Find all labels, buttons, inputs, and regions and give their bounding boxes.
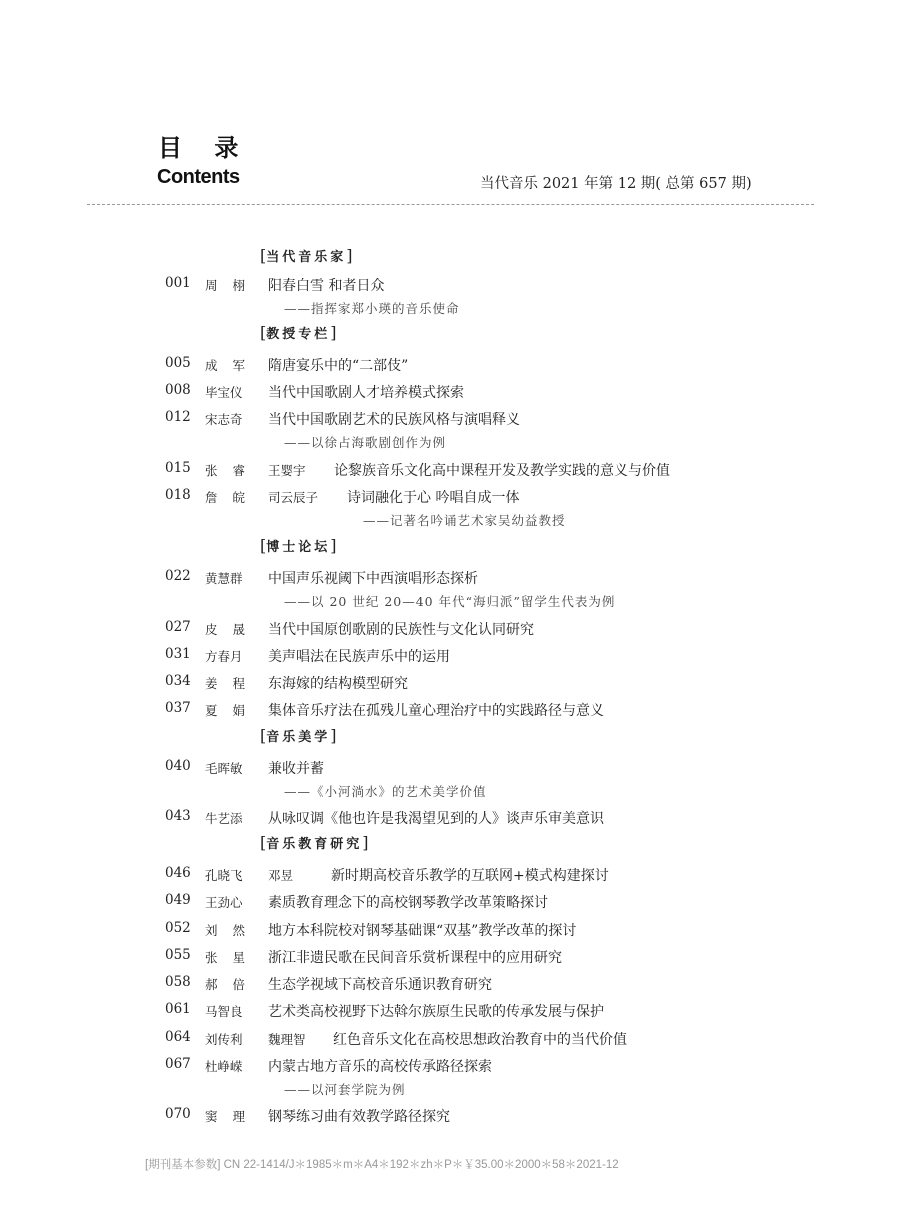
article-title: 钢琴练习曲有效教学路径探究	[268, 1109, 450, 1125]
page-number: 018	[165, 487, 191, 503]
page-number: 058	[165, 974, 191, 990]
bracket: [	[260, 726, 267, 745]
bracket: ]	[346, 246, 353, 265]
section-name: 博士论坛	[266, 540, 331, 555]
article-subtitle: ——以河套学院为例	[284, 1082, 406, 1097]
author-name: 刘传利	[205, 1032, 243, 1047]
author-name: 牛艺添	[205, 811, 243, 826]
co-author-name: 王婴宇	[268, 463, 306, 478]
section-heading	[260, 246, 353, 265]
author-name: 张星	[205, 950, 261, 965]
bracket: ]	[330, 323, 337, 342]
article-title: 内蒙古地方音乐的高校传承路径探索	[268, 1059, 492, 1075]
page-number: 034	[165, 673, 191, 689]
article-title: 集体音乐疗法在孤残儿童心理治疗中的实践路径与意义	[268, 703, 604, 719]
article-title: 艺术类高校视野下达斡尔族原生民歌的传承发展与保护	[268, 1004, 604, 1020]
bracket: [	[260, 833, 267, 852]
bracket: ]	[330, 726, 337, 745]
author-name: 窦理	[205, 1109, 261, 1124]
section-heading	[260, 833, 369, 852]
author-name: 马智良	[205, 1004, 243, 1019]
page-number: 046	[165, 865, 191, 881]
author-name: 毕宝仪	[205, 385, 243, 400]
article-title: 当代中国原创歌剧的民族性与文化认同研究	[268, 622, 534, 638]
page-number: 064	[165, 1029, 191, 1045]
journal-parameters: [期刊基本参数] CN 22-1414/J＊1985＊m＊A4＊192＊zh＊P＊￥35.00＊2000＊58＊2021-12	[145, 1159, 619, 1171]
page-number: 015	[165, 460, 191, 476]
article-title: 兼收并蓄	[268, 761, 324, 777]
page-number: 055	[165, 947, 191, 963]
article-title: 新时期高校音乐教学的互联网+模式构建探讨	[331, 868, 609, 884]
section-heading	[260, 536, 337, 555]
author-name: 孔晓飞	[205, 868, 243, 883]
article-title: 从咏叹调《他也许是我渴望见到的人》谈声乐审美意识	[268, 811, 604, 827]
section-name: 教授专栏	[266, 327, 331, 342]
page-title-cn: 目 录	[158, 134, 251, 162]
page-number: 043	[165, 808, 191, 824]
author-name: 黄慧群	[205, 571, 243, 586]
author-name: 郝倍	[205, 977, 261, 992]
author-name: 杜峥嵘	[205, 1059, 243, 1074]
author-name: 周栩	[205, 278, 261, 293]
article-title: 地方本科院校对钢琴基础课“双基”教学改革的探讨	[268, 923, 577, 939]
article-subtitle: ——以徐占海歌剧创作为例	[284, 435, 447, 450]
article-title: 隋唐宴乐中的“二部伎”	[268, 358, 409, 374]
author-name: 方春月	[205, 649, 243, 664]
article-title: 美声唱法在民族声乐中的运用	[268, 649, 450, 665]
article-title: 当代中国歌剧艺术的民族风格与演唱释义	[268, 412, 520, 428]
author-name: 毛晖敏	[205, 761, 243, 776]
bracket: ]	[330, 536, 337, 555]
bracket: [	[260, 246, 267, 265]
article-title: 当代中国歌剧人才培养模式探索	[268, 385, 464, 401]
bracket: [	[260, 323, 267, 342]
article-subtitle: ——指挥家郑小瑛的音乐使命	[284, 301, 460, 316]
page-number: 037	[165, 700, 191, 716]
page-number: 067	[165, 1056, 191, 1072]
author-name: 成军	[205, 358, 261, 373]
author-name: 姜程	[205, 676, 261, 691]
section-heading	[260, 323, 337, 342]
section-name: 当代音乐家	[266, 250, 347, 265]
article-title: 红色音乐文化在高校思想政治教育中的当代价值	[333, 1032, 627, 1048]
article-title: 素质教育理念下的高校钢琴教学改革策略探讨	[268, 895, 548, 911]
section-heading	[260, 726, 337, 745]
page-number: 061	[165, 1001, 191, 1017]
section-name: 音乐美学	[266, 730, 331, 745]
page-number: 012	[165, 409, 191, 425]
page-number: 070	[165, 1106, 191, 1122]
page-number: 001	[165, 275, 191, 291]
article-subtitle: ——《小河淌水》的艺术美学价值	[284, 784, 487, 799]
article-title: 诗词融化于心 吟唱自成一体	[347, 490, 520, 506]
page-number: 049	[165, 892, 191, 908]
article-title: 阳春白雪 和者日众	[268, 278, 385, 294]
page-number: 022	[165, 568, 191, 584]
bracket: [	[260, 536, 267, 555]
author-name: 夏娟	[205, 703, 261, 718]
article-title: 生态学视域下高校音乐通识教育研究	[268, 977, 492, 993]
issue-info: 当代音乐 2021 年第 12 期( 总第 657 期)	[480, 176, 752, 192]
page-number: 052	[165, 920, 191, 936]
article-title: 东海嫁的结构模型研究	[268, 676, 408, 692]
article-title: 中国声乐视阈下中西演唱形态探析	[268, 571, 478, 587]
author-name: 皮晟	[205, 622, 261, 637]
article-subtitle: ——记著名吟诵艺术家吴幼益教授	[363, 513, 566, 528]
page-number: 005	[165, 355, 191, 371]
page-number: 031	[165, 646, 191, 662]
page-title-en: Contents	[157, 166, 240, 188]
page-number: 027	[165, 619, 191, 635]
co-author-name: 魏理智	[268, 1032, 306, 1047]
author-name: 刘然	[205, 923, 261, 938]
article-title: 浙江非遗民歌在民间音乐赏析课程中的应用研究	[268, 950, 562, 966]
article-subtitle: ——以 20 世纪 20—40 年代“海归派”留学生代表为例	[284, 594, 616, 609]
page-number: 008	[165, 382, 191, 398]
page-number: 040	[165, 758, 191, 774]
article-title: 论黎族音乐文化高中课程开发及教学实践的意义与价值	[334, 463, 670, 479]
author-name: 宋志奇	[205, 412, 243, 427]
co-author-name: 邓昱	[268, 868, 294, 883]
author-name: 詹皖	[205, 490, 261, 505]
bracket: ]	[362, 833, 369, 852]
author-name: 王劲心	[205, 895, 243, 910]
author-name: 张睿	[205, 463, 261, 478]
co-author-name: 司云辰子	[268, 490, 319, 505]
section-name: 音乐教育研究	[266, 837, 363, 852]
